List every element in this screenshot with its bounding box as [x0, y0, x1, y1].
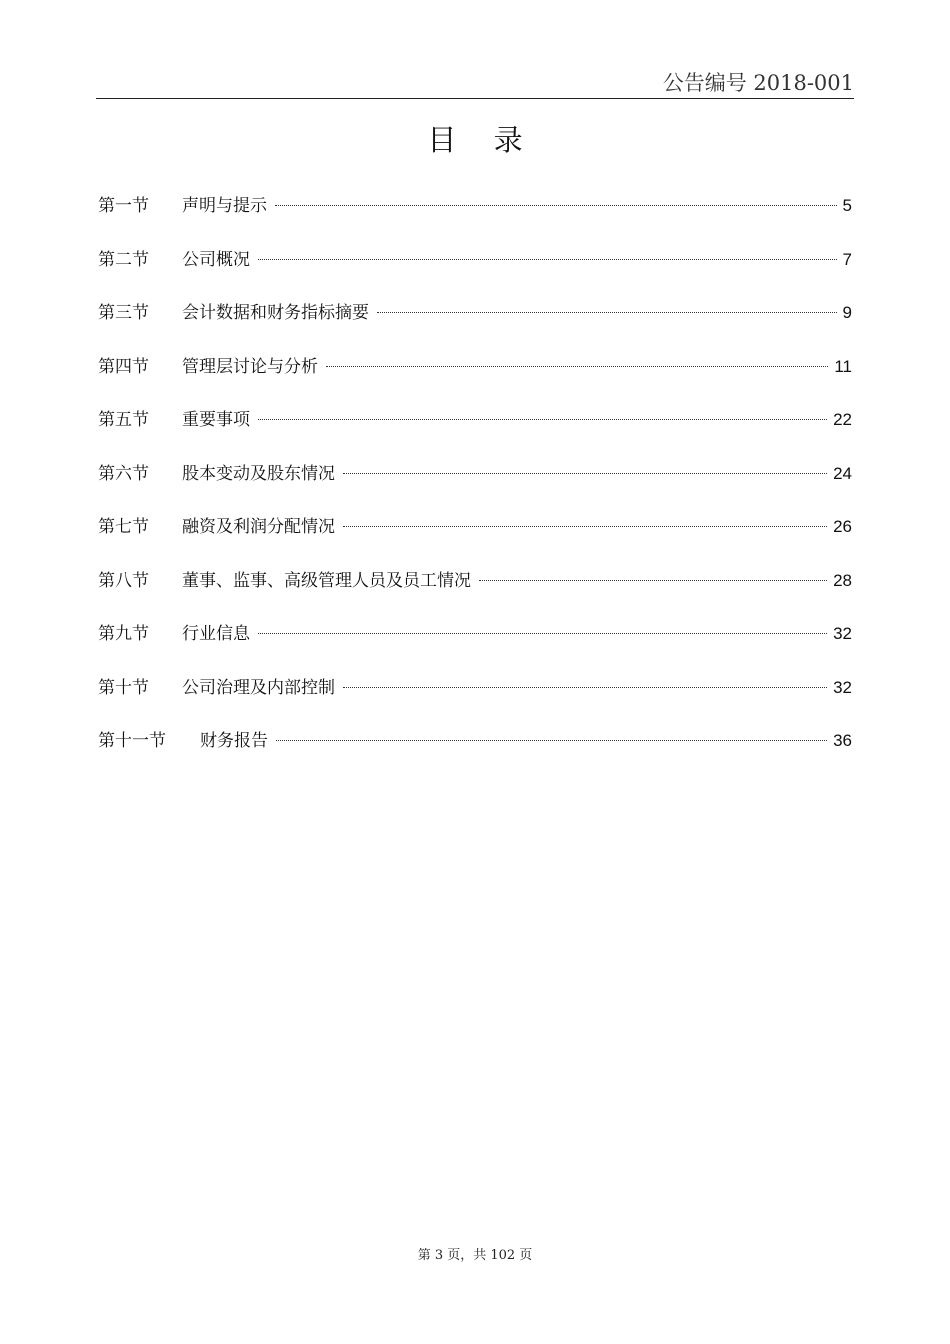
toc-page-number: 22: [833, 410, 852, 429]
dot-leader: [258, 633, 827, 634]
dot-leader: [276, 740, 827, 741]
toc-page-number: 11: [834, 356, 852, 376]
toc-entry-title: 行业信息: [182, 624, 250, 644]
toc-section-number: 第五节: [98, 410, 149, 430]
toc-page-number: 26: [833, 517, 852, 536]
toc-page-number: 28: [833, 570, 852, 590]
toc-section-number: 第七节: [98, 517, 149, 537]
dot-leader: [343, 473, 827, 474]
toc-entry-title: 声明与提示: [182, 196, 267, 216]
dot-leader: [377, 312, 837, 313]
toc-section-number: 第二节: [98, 249, 149, 270]
table-of-contents: [98, 192, 852, 781]
toc-page-number: 9: [842, 303, 852, 322]
toc-section-number: 第八节: [98, 570, 149, 591]
toc-entry-title: 股本变动及股东情况: [182, 463, 335, 484]
toc-entry-title: 公司概况: [182, 249, 250, 270]
toc-entry-title: 董事、监事、高级管理人员及员工情况: [182, 570, 471, 591]
dot-leader: [258, 419, 827, 420]
toc-entry-title: 会计数据和财务指标摘要: [182, 303, 369, 323]
toc-entry-title: 财务报告: [200, 731, 268, 751]
dot-leader: [343, 526, 827, 527]
toc-section-number: 第六节: [98, 463, 149, 484]
toc-page-number: 36: [833, 731, 852, 750]
toc-section-number: 第四节: [98, 356, 149, 377]
toc-page-number: 5: [842, 196, 852, 215]
dot-leader: [258, 259, 837, 260]
toc-title: 目 录: [427, 123, 537, 157]
toc-section-number: 第三节: [98, 303, 149, 323]
dot-leader: [275, 205, 837, 206]
toc-section-number: 第十节: [98, 677, 149, 698]
toc-entry-title: 融资及利润分配情况: [182, 517, 335, 537]
toc-page-number: 24: [833, 463, 852, 483]
toc-row[interactable]: [98, 513, 852, 567]
toc-row[interactable]: [98, 406, 852, 460]
toc-row[interactable]: [98, 674, 852, 728]
toc-row[interactable]: [98, 460, 852, 514]
dot-leader: [326, 366, 828, 367]
toc-section-number: 第一节: [98, 196, 149, 216]
header-divider: [96, 98, 854, 99]
toc-entry-title: 公司治理及内部控制: [182, 677, 335, 698]
toc-row[interactable]: [98, 620, 852, 674]
toc-page-number: 32: [833, 677, 852, 697]
toc-page-number: 32: [833, 624, 852, 643]
toc-row[interactable]: [98, 567, 852, 621]
toc-entry-title: 管理层讨论与分析: [182, 356, 318, 377]
dot-leader: [343, 687, 827, 688]
toc-row[interactable]: [98, 192, 852, 246]
toc-row[interactable]: [98, 299, 852, 353]
page-footer: 第 3 页，共 102 页: [417, 1248, 533, 1263]
toc-page-number: 7: [842, 249, 852, 269]
toc-entry-title: 重要事项: [182, 410, 250, 430]
toc-section-number: 第九节: [98, 624, 149, 644]
toc-row[interactable]: [98, 727, 852, 781]
document-number: 公告编号 2018-001: [662, 71, 854, 95]
toc-row[interactable]: [98, 246, 852, 300]
toc-row[interactable]: [98, 353, 852, 407]
dot-leader: [479, 580, 827, 581]
toc-section-number: 第十一节: [98, 731, 166, 751]
